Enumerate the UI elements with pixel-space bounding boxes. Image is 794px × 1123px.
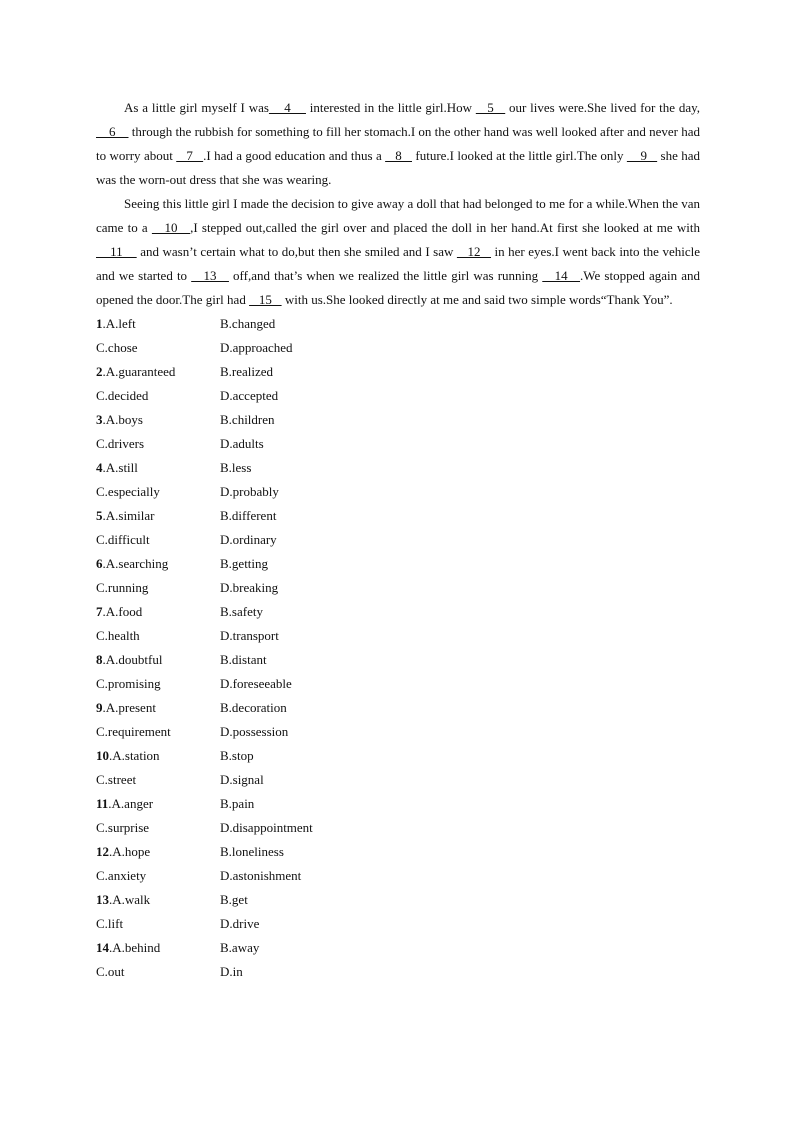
passage-text: .I had a good education and thus a (203, 148, 386, 163)
question-number: 11 (96, 796, 109, 811)
passage-text: future.I looked at the little girl.The only (412, 148, 627, 163)
passage-paragraph-2 (96, 192, 700, 312)
option-a-text: .A.doubtful (102, 652, 163, 667)
option-b[interactable]: B.less (220, 460, 252, 475)
option-b[interactable]: B.away (220, 940, 260, 955)
option-b[interactable]: B.realized (220, 364, 274, 379)
option-c[interactable]: C.surprise (96, 820, 150, 835)
option-a-text: .A.hope (109, 844, 151, 859)
passage-text: with us.She looked directly at me and said two simple words“Thank You”. (281, 292, 673, 307)
option-a-text: .A.present (102, 700, 156, 715)
blank-11: 11 (96, 244, 137, 259)
question-4-row-cd (96, 480, 700, 504)
option-b[interactable]: B.loneliness (220, 844, 284, 859)
option-a[interactable] (96, 360, 175, 384)
blank-6: 6 (96, 124, 129, 139)
question-10-row-ab (96, 744, 700, 768)
question-1-row-ab (96, 312, 700, 336)
option-a[interactable] (96, 552, 168, 576)
option-a[interactable] (96, 312, 136, 336)
question-number: 12 (96, 844, 109, 859)
blank-8: 8 (385, 148, 412, 163)
passage-text: ,I stepped out,called the girl over and placed the doll in her hand.At first she looked at me with (190, 220, 700, 235)
option-a-text: .A.station (109, 748, 160, 763)
option-d[interactable]: D.in (220, 964, 243, 979)
option-c[interactable]: C.especially (96, 484, 160, 499)
passage-text: interested in the little girl.How (305, 100, 476, 115)
option-c[interactable]: C.promising (96, 676, 161, 691)
option-d[interactable]: D.transport (220, 628, 279, 643)
passage-text: off,and that’s when we realized the little girl was running (228, 268, 543, 283)
option-a[interactable] (96, 600, 142, 624)
option-a[interactable] (96, 792, 153, 816)
question-2-row-ab (96, 360, 700, 384)
option-a-text: .A.boys (102, 412, 143, 427)
passage-text: .We stopped again and opened the door.The girl had (96, 268, 701, 307)
question-13-row-cd (96, 912, 700, 936)
question-6-row-ab (96, 552, 700, 576)
question-2-row-cd (96, 384, 700, 408)
option-a[interactable] (96, 408, 143, 432)
option-c[interactable]: C.running (96, 580, 149, 595)
question-number: 8 (96, 652, 103, 667)
option-c[interactable]: C.decided (96, 388, 149, 403)
question-number: 9 (96, 700, 103, 715)
question-number: 5 (96, 508, 103, 523)
blank-13: 13 (191, 268, 229, 283)
question-12-row-ab (96, 840, 700, 864)
option-d[interactable]: D.drive (220, 916, 260, 931)
question-9-row-ab (96, 696, 700, 720)
option-d[interactable]: D.astonishment (220, 868, 302, 883)
blank-12: 12 (456, 244, 492, 259)
option-b[interactable]: B.distant (220, 652, 267, 667)
option-a[interactable] (96, 696, 156, 720)
question-number: 2 (96, 364, 103, 379)
blank-5: 5 (475, 100, 506, 115)
question-6-row-cd (96, 576, 700, 600)
question-7-row-ab (96, 600, 700, 624)
option-d[interactable]: D.signal (220, 772, 264, 787)
question-11-row-cd (96, 816, 700, 840)
passage-text: our lives were.She lived for the day, (505, 100, 701, 115)
option-c[interactable]: C.out (96, 964, 125, 979)
option-a-text: .A.walk (109, 892, 151, 907)
option-a[interactable] (96, 888, 150, 912)
option-c[interactable]: C.lift (96, 916, 124, 931)
question-number: 3 (96, 412, 103, 427)
option-a-text: .A.behind (109, 940, 161, 955)
question-number: 7 (96, 604, 103, 619)
option-a-text: .A.guaranteed (102, 364, 176, 379)
question-14-row-cd (96, 960, 700, 984)
option-d[interactable]: D.approached (220, 340, 293, 355)
option-d[interactable]: D.adults (220, 436, 264, 451)
option-d[interactable]: D.probably (220, 484, 279, 499)
question-5-row-cd (96, 528, 700, 552)
blank-7: 7 (176, 148, 204, 163)
option-a[interactable] (96, 504, 155, 528)
option-a[interactable] (96, 648, 162, 672)
question-12-row-cd (96, 864, 700, 888)
question-number: 10 (96, 748, 109, 763)
passage-text: through the rubbish for something to fill her stomach.I on the other hand was well looked after and never had to worry about (96, 124, 700, 163)
question-9-row-cd (96, 720, 700, 744)
option-a[interactable] (96, 936, 160, 960)
option-d[interactable]: D.disappointment (220, 820, 313, 835)
option-b[interactable]: B.safety (220, 604, 263, 619)
option-a-text: .A.left (102, 316, 136, 331)
question-7-row-cd (96, 624, 700, 648)
question-11-row-ab (96, 792, 700, 816)
option-a-text: .A.food (102, 604, 143, 619)
option-a[interactable] (96, 744, 160, 768)
question-3-row-ab (96, 408, 700, 432)
option-a-text: .A.still (102, 460, 138, 475)
question-number: 6 (96, 556, 103, 571)
passage-text: in her eyes.I went back into the vehicle and we started to (96, 244, 700, 283)
option-b[interactable]: B.different (220, 508, 277, 523)
option-d[interactable]: D.breaking (220, 580, 279, 595)
question-8-row-cd (96, 672, 700, 696)
option-c[interactable]: C.difficult (96, 532, 150, 547)
option-c[interactable]: C.health (96, 628, 140, 643)
question-number: 1 (96, 316, 103, 331)
question-number: 14 (96, 940, 109, 955)
blank-10: 10 (151, 220, 191, 235)
question-number: 13 (96, 892, 109, 907)
question-10-row-cd (96, 768, 700, 792)
option-b[interactable]: B.get (220, 892, 248, 907)
passage-text: she had was the worn-out dress that she was wearing. (96, 148, 701, 187)
question-14-row-ab (96, 936, 700, 960)
passage-text: and wasn’t certain what to do,but then she smiled and I saw (136, 244, 457, 259)
passage-text: As a little girl myself I was (124, 100, 269, 115)
option-c[interactable]: C.requirement (96, 724, 171, 739)
option-b[interactable]: B.stop (220, 748, 254, 763)
option-d[interactable]: D.foreseeable (220, 676, 292, 691)
option-b[interactable]: B.getting (220, 556, 269, 571)
question-13-row-ab (96, 888, 700, 912)
blank-4: 4 (268, 100, 306, 115)
option-d[interactable]: D.ordinary (220, 532, 277, 547)
option-c[interactable]: C.chose (96, 340, 138, 355)
option-a-text: .A.anger (108, 796, 154, 811)
question-5-row-ab (96, 504, 700, 528)
option-c[interactable]: C.street (96, 772, 137, 787)
passage-paragraph-1 (96, 96, 700, 192)
question-3-row-cd (96, 432, 700, 456)
blank-9: 9 (626, 148, 658, 163)
question-number: 4 (96, 460, 103, 475)
question-1-row-cd (96, 336, 700, 360)
option-a[interactable] (96, 840, 150, 864)
question-8-row-ab (96, 648, 700, 672)
question-4-row-ab (96, 456, 700, 480)
option-a-text: .A.searching (102, 556, 169, 571)
document-page (96, 96, 700, 984)
option-d[interactable]: D.possession (220, 724, 289, 739)
blank-15: 15 (249, 292, 282, 307)
option-b[interactable]: B.decoration (220, 700, 287, 715)
option-b[interactable]: B.changed (220, 316, 276, 331)
option-d[interactable]: D.accepted (220, 388, 279, 403)
option-c[interactable]: C.anxiety (96, 868, 147, 883)
question-list (96, 312, 700, 984)
option-a-text: .A.similar (102, 508, 155, 523)
passage-text: Seeing this little girl I made the decision to give away a doll that had belonged to me for a while.When the van came to a (96, 196, 700, 235)
option-c[interactable]: C.drivers (96, 436, 145, 451)
option-a[interactable] (96, 456, 138, 480)
blank-14: 14 (542, 268, 581, 283)
option-b[interactable]: B.children (220, 412, 275, 427)
option-b[interactable]: B.pain (220, 796, 255, 811)
